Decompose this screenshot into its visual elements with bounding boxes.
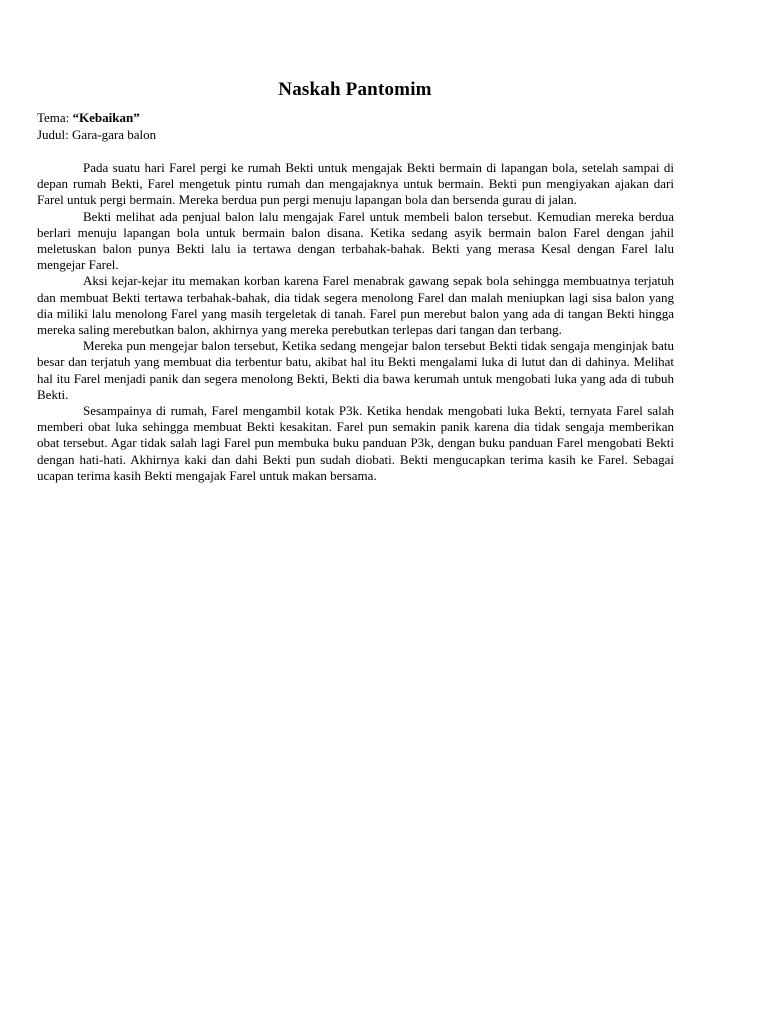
- story-body: [37, 160, 674, 484]
- paragraph: Aksi kejar-kejar itu memakan korban karena Farel menabrak gawang sepak bola sehingga membuatnya terjatuh dan membuat Bekti tertawa terbahak-bahak, dia tidak segera menolong Farel dan malah meniupkan lagi sisa balon yang dia miliki lalu menolong Farel yang masih tergeletak di tanah. Farel pun merebut balon yang ada di tangan Bekti hingga mereka saling merebutkan balon, akhirnya yang mereka perebutkan terlepas dari tangan dan terbang.: [37, 273, 674, 338]
- paragraph: Pada suatu hari Farel pergi ke rumah Bekti untuk mengajak Bekti bermain di lapangan bola, setelah sampai di depan rumah Bekti, Farel mengetuk pintu rumah dan mengajaknya untuk bermain. Bekti pun mengiyakan ajakan dari Farel untuk pergi bermain. Mereka berdua pun pergi menuju lapangan bola dan bersenda gurau di jalan.: [37, 160, 674, 208]
- theme-label: Tema:: [37, 110, 73, 125]
- document-meta: [37, 110, 156, 143]
- document-title: Naskah Pantomim: [278, 79, 432, 100]
- paragraph: Sesampainya di rumah, Farel mengambil kotak P3k. Ketika hendak mengobati luka Bekti, ternyata Farel salah memberi obat luka sehingga membuat Bekti kesakitan. Farel pun semakin panik karena dia tidak sengaja memberikan obat tersebut. Agar tidak salah lagi Farel pun membuka buku panduan P3k, dengan buku panduan Farel mengobati Bekti dengan hati-hati. Akhirnya kaki dan dahi Bekti pun sudah diobati. Bekti mengucapkan terima kasih ke Farel. Sebagai ucapan terima kasih Bekti mengajak Farel untuk makan bersama.: [37, 403, 674, 483]
- paragraph: Bekti melihat ada penjual balon lalu mengajak Farel untuk membeli balon tersebut. Kemudian mereka berdua berlari menuju lapangan bola untuk bermain balon disana. Ketika sedang asyik bermain balon Farel dengan jahil meletuskan balon punya Bekti lalu ia tertawa dengan terbahak-bahak. Bekti yang merasa Kesal dengan Farel lalu mengejar Farel.: [37, 208, 674, 273]
- judul-value: Gara-gara balon: [72, 126, 157, 142]
- judul-label: Judul:: [37, 126, 73, 142]
- theme-value: “Kebaikan”: [72, 110, 140, 125]
- theme-line: [37, 110, 156, 127]
- judul-line: [37, 127, 156, 144]
- paragraph: Mereka pun mengejar balon tersebut, Ketika sedang mengejar balon tersebut Bekti tidak sengaja menginjak batu besar dan terjatuh yang membuat dia terbentur batu, akibat hal itu Bekti mengalami luka di lutut dan di dahinya. Melihat hal itu Farel menjadi panik dan segera menolong Bekti, Bekti dia bawa kerumah untuk mengobati luka yang ada di tubuh Bekti.: [37, 338, 674, 402]
